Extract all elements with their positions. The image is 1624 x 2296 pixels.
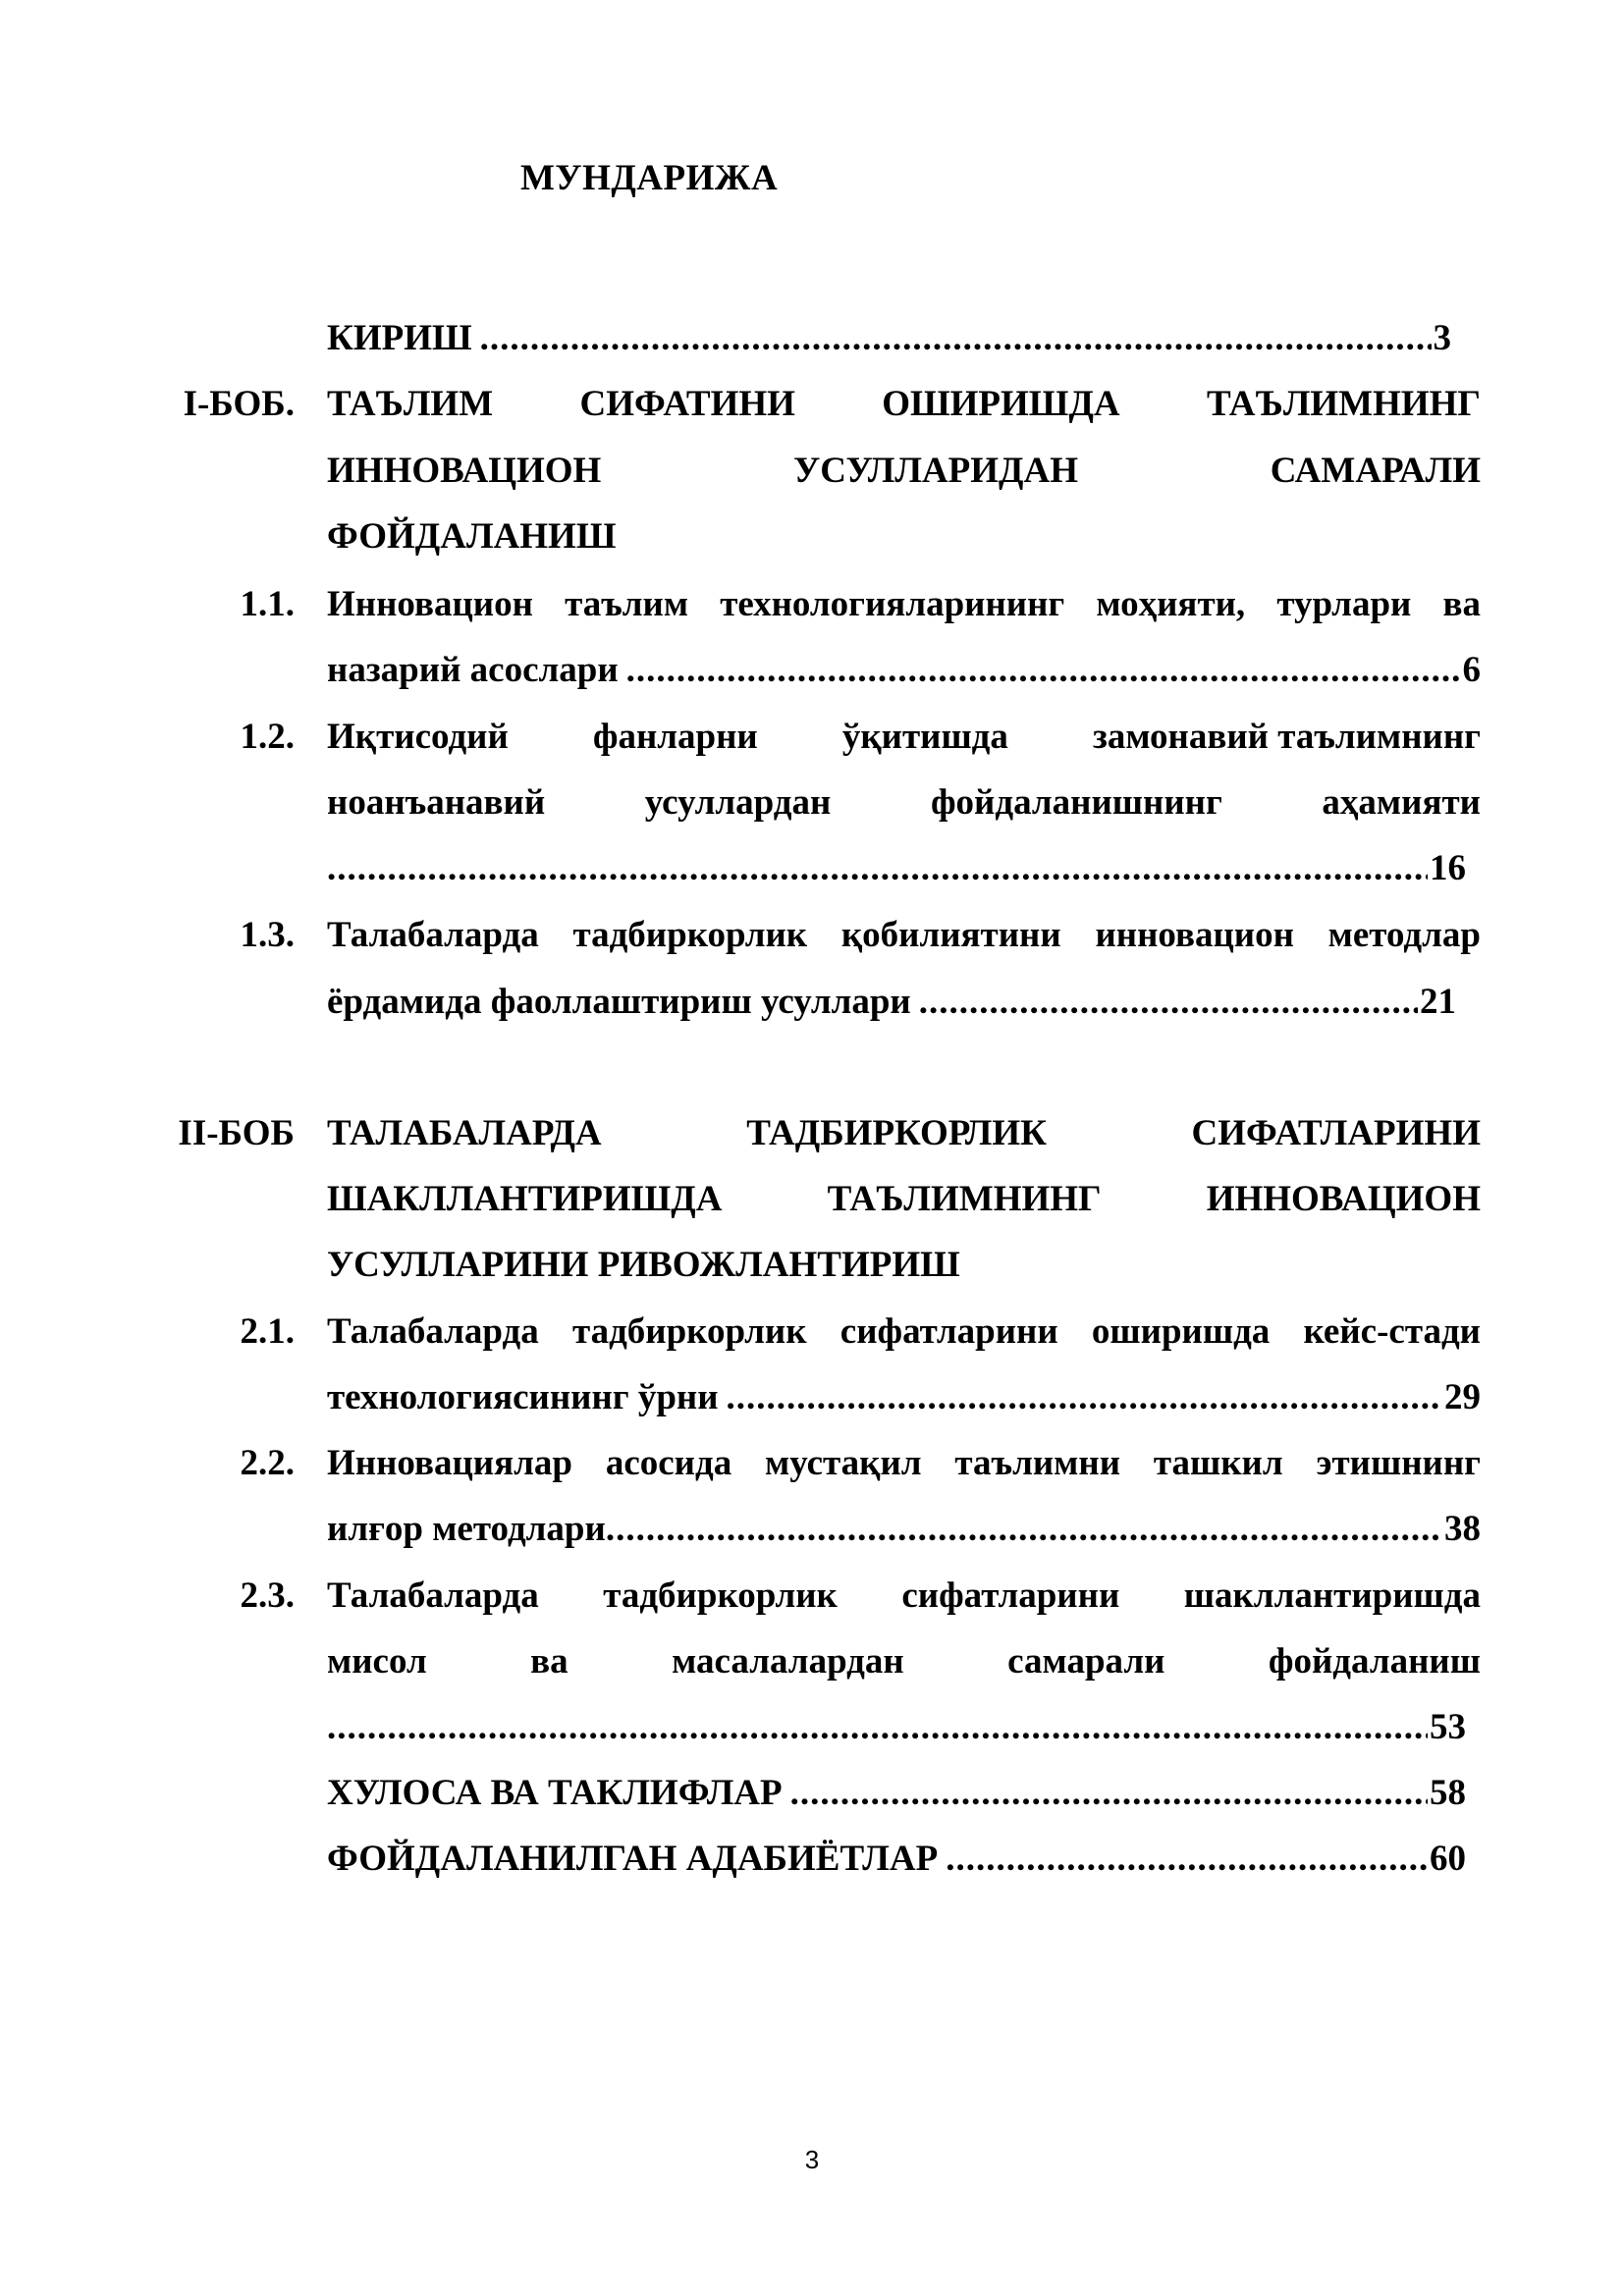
word: кейс-стади: [1303, 1311, 1481, 1352]
word: ўқитишда: [841, 717, 1008, 757]
chapter-title-line-1: [327, 1115, 1481, 1151]
word: таълим: [565, 584, 689, 624]
section-title-line-2: [327, 984, 1456, 1020]
word: ТАЪЛИМНИНГ: [827, 1179, 1102, 1219]
toc-page-number: 38: [1444, 1509, 1481, 1549]
word: мисол: [327, 1641, 427, 1682]
word: сифатларини: [839, 1311, 1058, 1352]
word: тадбиркорлик: [572, 915, 808, 955]
word: мустақил: [765, 1443, 922, 1483]
word: инновацион: [1095, 915, 1294, 955]
section-title-line-1: [327, 719, 1481, 755]
chapter-title-line-2: [327, 453, 1481, 489]
word: ТАЪЛИМНИНГ: [1206, 384, 1481, 424]
word: сифатларини: [901, 1575, 1120, 1616]
section-leader-line: [327, 1709, 1466, 1745]
section-title-line-1: [327, 586, 1481, 622]
word: асосида: [605, 1443, 732, 1483]
word: фойдаланиш: [1268, 1641, 1481, 1682]
section-leader-line: [327, 850, 1466, 886]
word: Талабаларда: [327, 1311, 539, 1352]
chapter-number: I-БОБ.: [183, 384, 295, 424]
word: ташкил: [1153, 1443, 1283, 1483]
section-title-line-2: [327, 1643, 1481, 1680]
word: ШАКЛЛАНТИРИШДА: [327, 1179, 723, 1219]
page-title: МУНДАРИЖА: [520, 158, 779, 198]
toc-entry-text: назарий асослари: [327, 650, 619, 690]
toc-entry-text: ХУЛОСА ВА ТАКЛИФЛАР: [327, 1773, 783, 1813]
toc-page-number: 6: [1462, 650, 1481, 690]
word: СИФАТЛАРИНИ: [1191, 1113, 1481, 1153]
word: САМАРАЛИ: [1270, 451, 1481, 491]
toc-entry-text: ФОЙДАЛАНИЛГАН АДАБИЁТЛАР: [327, 1839, 939, 1879]
section-title-line-2: [327, 1511, 1481, 1547]
toc-dot-leader: [790, 1775, 1428, 1811]
word: Талабаларда: [327, 1575, 539, 1616]
word: самарали: [1007, 1641, 1165, 1682]
chapter-title-line-2: [327, 1181, 1481, 1217]
word: шакллантиришда: [1183, 1575, 1481, 1616]
section-number: 1.3.: [240, 915, 295, 955]
toc-page-number: 16: [1430, 848, 1466, 888]
word: ИННОВАЦИОН: [1206, 1179, 1481, 1219]
word: оширишда: [1091, 1311, 1271, 1352]
word: таълимни: [954, 1443, 1121, 1483]
chapter-title-line-1: [327, 386, 1481, 422]
section-title-line-2: [327, 652, 1481, 688]
toc-entry-conclusion: [327, 1775, 1466, 1811]
toc-entry-intro: [327, 320, 1451, 356]
toc-dot-leader: [919, 984, 1418, 1020]
word: ноанъанавий: [327, 782, 546, 823]
word: методлар: [1327, 915, 1481, 955]
word: Талабаларда: [327, 915, 539, 955]
word: тадбиркорлик: [603, 1575, 838, 1616]
word: Иқтисодий: [327, 717, 509, 757]
toc-page-number: 53: [1430, 1707, 1466, 1747]
word: этишнинг: [1316, 1443, 1481, 1483]
word: ТАЛАБАЛАРДА: [327, 1113, 602, 1153]
section-number: 2.1.: [240, 1311, 295, 1352]
toc-page-number: 60: [1430, 1839, 1466, 1879]
section-number: 2.2.: [240, 1443, 295, 1483]
toc-page-number: 21: [1420, 982, 1456, 1022]
word: ва: [530, 1641, 568, 1682]
toc-page-number: 58: [1430, 1773, 1466, 1813]
toc-dot-leader: [626, 652, 1461, 688]
word: замонавий таълимнинг: [1092, 717, 1481, 757]
word: турлари: [1276, 584, 1412, 624]
toc-entry-references: [327, 1841, 1466, 1877]
word: фойдаланишнинг: [930, 782, 1222, 823]
chapter-number: II-БОБ: [178, 1113, 295, 1153]
section-title-line-1: [327, 1445, 1481, 1481]
toc-dot-leader: [606, 1511, 1442, 1547]
word: технологияларининг: [720, 584, 1065, 624]
word: ТАЪЛИМ: [327, 384, 494, 424]
toc-dot-leader: [727, 1379, 1442, 1415]
chapter-title-line-3: ФОЙДАЛАНИШ: [327, 516, 617, 557]
word: СИФАТИНИ: [579, 384, 795, 424]
word: УСУЛЛАРИДАН: [793, 451, 1078, 491]
section-title-line-2: [327, 784, 1481, 821]
page-number-footer: 3: [804, 2145, 820, 2174]
toc-page-number: 29: [1444, 1377, 1481, 1417]
word: аҳамияти: [1322, 782, 1481, 823]
section-title-line-1: [327, 1313, 1481, 1350]
word: ИННОВАЦИОН: [327, 451, 602, 491]
word: тадбиркорлик: [571, 1311, 807, 1352]
toc-dot-leader: [480, 320, 1432, 356]
section-title-line-1: [327, 1577, 1481, 1614]
word: қобилиятини: [840, 915, 1061, 955]
word: ва: [1442, 584, 1481, 624]
section-title-line-1: [327, 917, 1481, 953]
toc-dot-leader: [327, 850, 1428, 886]
toc-dot-leader: [946, 1841, 1428, 1877]
toc-entry-text: илғор методлари: [327, 1509, 606, 1549]
word: Инновацион: [327, 584, 533, 624]
toc-entry-text: технологиясининг ўрни: [327, 1377, 719, 1417]
toc-dot-leader: [327, 1709, 1428, 1745]
section-title-line-2: [327, 1379, 1481, 1415]
word: Инновациялар: [327, 1443, 572, 1483]
word: ТАДБИРКОРЛИК: [746, 1113, 1047, 1153]
word: моҳияти,: [1096, 584, 1246, 624]
toc-page-number: 3: [1433, 318, 1451, 358]
word: масалалардан: [672, 1641, 904, 1682]
toc-entry-text: ёрдамида фаоллаштириш усуллари: [327, 982, 911, 1022]
word: ОШИРИШДА: [882, 384, 1120, 424]
section-number: 1.2.: [240, 717, 295, 757]
word: фанларни: [592, 717, 758, 757]
chapter-title-line-3: УСУЛЛАРИНИ РИВОЖЛАНТИРИШ: [327, 1245, 960, 1285]
section-number: 1.1.: [240, 584, 295, 624]
word: усуллардан: [644, 782, 832, 823]
toc-entry-text: КИРИШ: [327, 318, 472, 358]
section-number: 2.3.: [240, 1575, 295, 1616]
